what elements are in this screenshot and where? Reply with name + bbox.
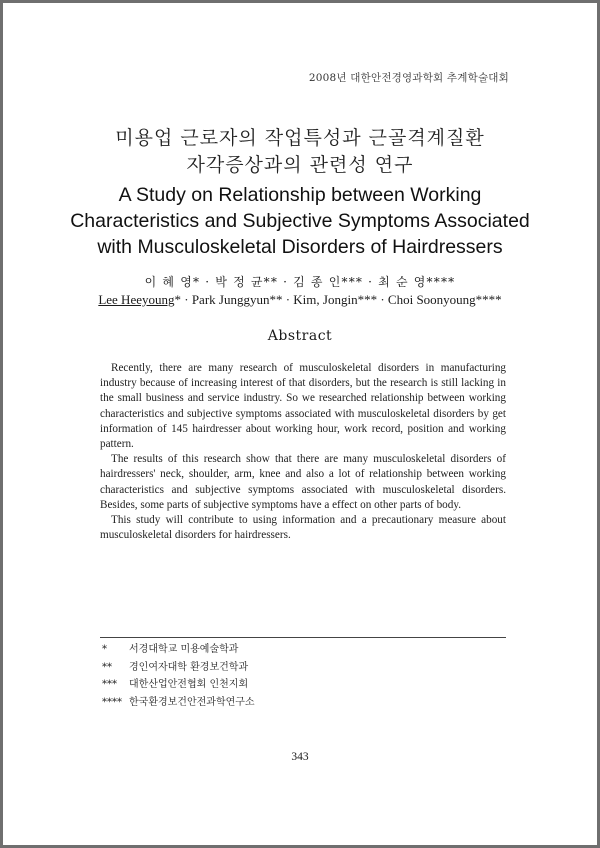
page-number: 343 xyxy=(291,751,309,763)
footnote-affiliation: 대한산업안전협회 인천지회 xyxy=(129,679,249,690)
authors-english xyxy=(3,291,597,309)
footnote-affiliation: 경인여자대학 환경보건학과 xyxy=(129,661,249,673)
footnote-affiliation: 서경대학교 미용예술학과 xyxy=(129,644,239,655)
running-header: 2008년 대한안전경영과학회 추계학술대회 xyxy=(308,72,509,84)
abstract-paragraph: Recently, there are many research of musculoskeletal disorders in manufacturing industry because of increasing interest of that disorders, but the research is still lacking in the small business and service industry. So we researched relationship between working characteristics and subjective symptoms associated with musculoskeletal disorders by get information of 145 hairdresser about working hour, work record, position and working pattern. xyxy=(100,362,506,451)
english-title-line-2: Characteristics and Subjective Symptoms Associated xyxy=(70,210,530,232)
footnote-divider xyxy=(100,637,506,638)
footnote-item xyxy=(102,659,502,677)
footnote-affiliation: 한국환경보건안전과학연구소 xyxy=(129,696,255,708)
abstract-heading: Abstract xyxy=(267,328,333,344)
footnote-mark: ** xyxy=(102,661,112,673)
first-author-name: Lee Heeyoung xyxy=(98,292,175,307)
footnote-item xyxy=(102,676,502,694)
footnote-mark: *** xyxy=(102,679,117,690)
document-page xyxy=(3,3,597,845)
author-block xyxy=(3,273,597,309)
english-title-line-3: with Musculoskeletal Disorders of Hairdressers xyxy=(97,236,503,258)
korean-title-line-2: 자각증상과의 관련성 연구 xyxy=(186,154,414,176)
footnote-mark: * xyxy=(102,644,107,655)
korean-title-line-1: 미용업 근로자의 작업특성과 근골격계질환 xyxy=(115,127,485,149)
abstract-body xyxy=(100,361,506,543)
footnotes xyxy=(102,641,502,711)
title-block xyxy=(3,125,597,260)
abstract-paragraph: The results of this research show that there are many musculoskeletal disorders of hairdressers' neck, shoulder, arm, knee and also a lot of relationship between working characteristics and subjective symptoms associated with musculoskeletal disorders. Besides, some parts of subjective symptoms have a effect on other parts of body. xyxy=(100,453,506,511)
footnote-item xyxy=(102,641,502,659)
english-title-line-1: A Study on Relationship between Working xyxy=(118,184,482,206)
other-authors: * · Park Junggyun** · Kim, Jongin*** · Choi Soonyoung**** xyxy=(174,292,502,307)
abstract-paragraph: This study will contribute to using information and a precautionary measure about musculoskeletal disorders for hairdressers. xyxy=(100,514,506,542)
authors-korean: 이 혜 영* · 박 정 균** · 김 종 인*** · 최 순 영**** xyxy=(144,275,456,289)
footnote-item xyxy=(102,694,502,712)
footnote-mark: **** xyxy=(102,696,122,708)
